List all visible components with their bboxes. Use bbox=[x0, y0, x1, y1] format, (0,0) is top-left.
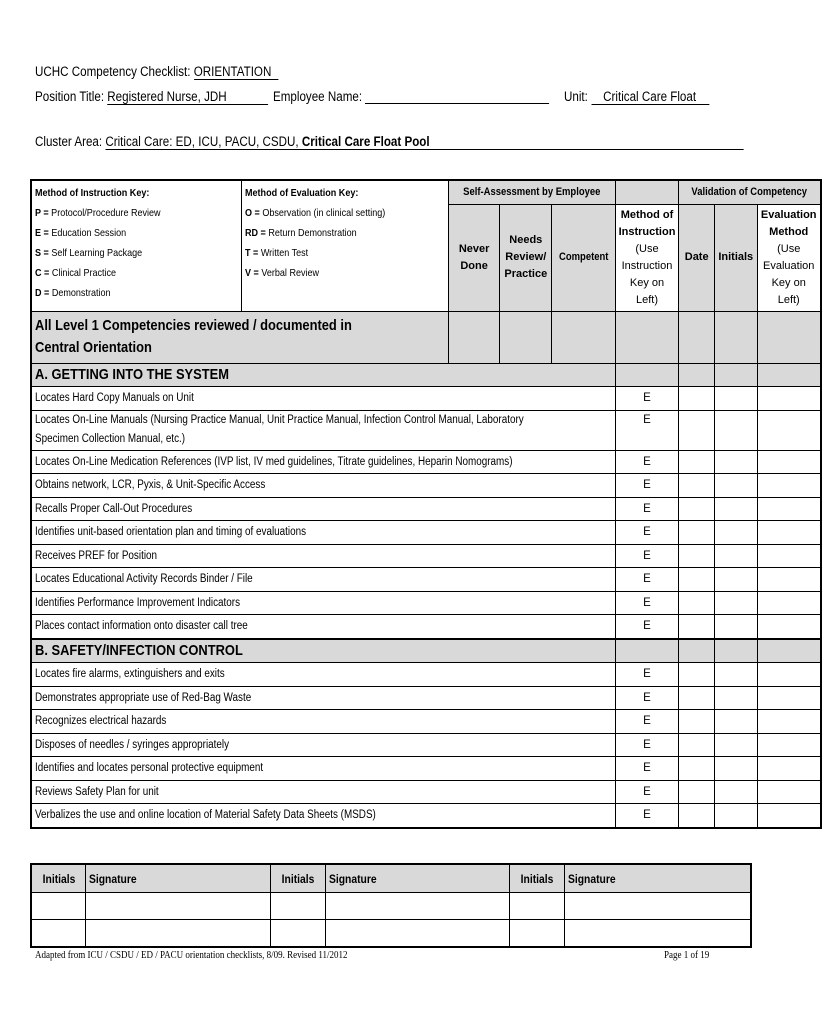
date-cell[interactable] bbox=[679, 757, 715, 781]
initials-cell[interactable] bbox=[714, 686, 757, 710]
method-cell[interactable]: E bbox=[615, 387, 679, 411]
date-cell[interactable] bbox=[679, 568, 715, 592]
signature-header: Signature bbox=[565, 864, 751, 893]
date-cell[interactable] bbox=[679, 710, 715, 734]
evaluation-cell[interactable] bbox=[757, 710, 821, 734]
evaluation-method-header: Evaluation Method (Use Evaluation Key on Left) bbox=[757, 204, 821, 311]
competency-text: Locates On-Line Manuals (Nursing Practice Manual, Unit Practice Manual, Infection Control Manual, Laboratory Specimen Collection Manual, etc.) bbox=[31, 410, 615, 450]
instruction-key-item: P = Protocol/Procedure Review bbox=[35, 207, 161, 219]
competency-text: Disposes of needles / syringes appropriately bbox=[31, 733, 615, 757]
initials-cell[interactable] bbox=[714, 544, 757, 568]
evaluation-cell[interactable] bbox=[757, 410, 821, 450]
employee-label: Employee Name: bbox=[273, 89, 363, 104]
evaluation-cell[interactable] bbox=[757, 568, 821, 592]
initials-header: Initials bbox=[714, 204, 757, 311]
date-cell[interactable] bbox=[679, 686, 715, 710]
competency-text: Locates Educational Activity Records Binder / File bbox=[31, 568, 615, 592]
competency-text: Verbalizes the use and online location of Material Safety Data Sheets (MSDS) bbox=[31, 804, 615, 828]
date-cell[interactable] bbox=[679, 450, 715, 474]
initials-header: Initials bbox=[510, 864, 565, 893]
needs-review-cell[interactable] bbox=[500, 311, 552, 363]
employee-name-line bbox=[273, 89, 549, 104]
initials-cell[interactable] bbox=[714, 615, 757, 639]
signature-field[interactable] bbox=[325, 920, 509, 948]
position-title-line bbox=[35, 89, 268, 105]
never-done-header: Never Done bbox=[449, 204, 500, 311]
level1-banner-row bbox=[31, 311, 821, 363]
footer-note: Adapted from ICU / CSDU / ED / PACU orientation checklists, 8/09. Revised 11/2012 bbox=[35, 950, 348, 961]
date-cell[interactable] bbox=[679, 521, 715, 545]
initials-field[interactable] bbox=[270, 893, 325, 920]
evaluation-cell[interactable] bbox=[757, 311, 821, 363]
instruction-key-items bbox=[35, 203, 238, 303]
evaluation-cell[interactable] bbox=[757, 544, 821, 568]
signature-row bbox=[31, 920, 751, 948]
method-cell[interactable]: E bbox=[615, 474, 679, 498]
method-cell[interactable]: E bbox=[615, 450, 679, 474]
evaluation-cell[interactable] bbox=[757, 497, 821, 521]
date-cell[interactable] bbox=[679, 544, 715, 568]
competency-row bbox=[31, 757, 821, 781]
never-done-cell[interactable] bbox=[449, 311, 500, 363]
initials-cell[interactable] bbox=[714, 663, 757, 687]
initials-cell[interactable] bbox=[714, 450, 757, 474]
evaluation-cell[interactable] bbox=[757, 474, 821, 498]
competency-text: Identifies and locates personal protective equipment bbox=[31, 757, 615, 781]
method-cell[interactable] bbox=[615, 311, 679, 363]
checklist-title-line bbox=[35, 64, 278, 80]
competency-row bbox=[31, 474, 821, 498]
evaluation-key-item: T = Written Test bbox=[244, 247, 309, 259]
competency-text: Locates On-Line Medication References (IVP list, IV med guidelines, Titrate guidelines, Heparin Nomograms) bbox=[31, 450, 615, 474]
cluster-label: Cluster Area: bbox=[35, 134, 106, 149]
method-cell[interactable]: E bbox=[615, 544, 679, 568]
evaluation-cell[interactable] bbox=[757, 780, 821, 804]
initials-cell[interactable] bbox=[714, 410, 757, 450]
competency-row bbox=[31, 615, 821, 639]
competency-text: Recalls Proper Call-Out Procedures bbox=[31, 497, 615, 521]
cluster-area-line bbox=[35, 134, 743, 150]
evaluation-cell[interactable] bbox=[757, 615, 821, 639]
date-cell[interactable] bbox=[679, 474, 715, 498]
initials-cell[interactable] bbox=[714, 387, 757, 411]
competency-row bbox=[31, 591, 821, 615]
evaluation-key-item: O = Observation (in clinical setting) bbox=[244, 207, 386, 219]
signature-field[interactable] bbox=[86, 893, 270, 920]
competency-row bbox=[31, 544, 821, 568]
initials-cell[interactable] bbox=[714, 568, 757, 592]
evaluation-key bbox=[241, 180, 448, 311]
method-cell[interactable]: E bbox=[615, 497, 679, 521]
evaluation-cell[interactable] bbox=[757, 804, 821, 828]
signature-header: Signature bbox=[325, 864, 509, 893]
date-cell[interactable] bbox=[679, 780, 715, 804]
method-cell[interactable]: E bbox=[615, 686, 679, 710]
section-b-title: B. SAFETY/INFECTION CONTROL bbox=[31, 639, 615, 663]
competency-row bbox=[31, 780, 821, 804]
checklist-label: UCHC Competency Checklist: bbox=[35, 64, 194, 79]
evaluation-cell[interactable] bbox=[757, 757, 821, 781]
method-cell[interactable]: E bbox=[615, 663, 679, 687]
self-assessment-header: Self-Assessment by Employee bbox=[449, 180, 616, 204]
signature-field[interactable] bbox=[86, 920, 270, 948]
signature-field[interactable] bbox=[325, 893, 509, 920]
level1-banner: All Level 1 Competencies reviewed / documented in Central Orientation bbox=[31, 311, 449, 363]
date-cell[interactable] bbox=[679, 311, 715, 363]
method-cell[interactable]: E bbox=[615, 733, 679, 757]
position-label: Position Title: bbox=[35, 89, 108, 104]
position-value: Registered Nurse, JDH bbox=[107, 89, 268, 105]
validation-header: Validation of Competency bbox=[679, 180, 821, 204]
instruction-key-item: S = Self Learning Package bbox=[35, 247, 143, 259]
competent-header: Competent bbox=[552, 204, 615, 311]
evaluation-cell[interactable] bbox=[757, 591, 821, 615]
evaluation-key-title: Method of Evaluation Key: bbox=[244, 187, 359, 199]
page-number: Page 1 of 19 bbox=[664, 950, 710, 961]
signature-header-row bbox=[31, 864, 751, 893]
competency-row bbox=[31, 733, 821, 757]
evaluation-cell[interactable] bbox=[757, 663, 821, 687]
competency-text: Receives PREF for Position bbox=[31, 544, 615, 568]
competent-cell[interactable] bbox=[552, 311, 615, 363]
needs-review-header: Needs Review/ Practice bbox=[500, 204, 552, 311]
evaluation-key-item: V = Verbal Review bbox=[244, 267, 320, 279]
instruction-key-item: D = Demonstration bbox=[35, 287, 111, 299]
cluster-value: Critical Care: ED, ICU, PACU, CSDU, bbox=[105, 134, 302, 149]
blank-header-cell bbox=[615, 180, 679, 204]
competency-row bbox=[31, 497, 821, 521]
method-cell[interactable]: E bbox=[615, 410, 679, 450]
unit-label: Unit: bbox=[564, 89, 588, 104]
date-cell[interactable] bbox=[679, 497, 715, 521]
unit-value: Critical Care Float bbox=[591, 89, 709, 105]
competency-text: Locates fire alarms, extinguishers and exits bbox=[31, 663, 615, 687]
competency-text: Demonstrates appropriate use of Red-Bag Waste bbox=[31, 686, 615, 710]
instruction-key-title: Method of Instruction Key: bbox=[35, 187, 150, 199]
competency-text: Places contact information onto disaster call tree bbox=[31, 615, 615, 639]
date-cell[interactable] bbox=[679, 410, 715, 450]
evaluation-cell[interactable] bbox=[757, 450, 821, 474]
evaluation-cell[interactable] bbox=[757, 686, 821, 710]
method-cell[interactable]: E bbox=[615, 521, 679, 545]
date-cell[interactable] bbox=[679, 615, 715, 639]
initials-cell[interactable] bbox=[714, 497, 757, 521]
competency-row bbox=[31, 710, 821, 734]
signature-header: Signature bbox=[86, 864, 270, 893]
initials-cell[interactable] bbox=[714, 780, 757, 804]
initials-cell[interactable] bbox=[714, 710, 757, 734]
initials-cell[interactable] bbox=[714, 733, 757, 757]
method-cell[interactable]: E bbox=[615, 710, 679, 734]
date-cell[interactable] bbox=[679, 663, 715, 687]
competency-row bbox=[31, 450, 821, 474]
competency-row bbox=[31, 410, 821, 450]
initials-cell[interactable] bbox=[714, 804, 757, 828]
competency-row bbox=[31, 568, 821, 592]
method-instruction-header: Method of Instruction (Use Instruction Key on Left) bbox=[615, 204, 679, 311]
checklist-value: ORIENTATION bbox=[194, 64, 278, 80]
competency-row bbox=[31, 686, 821, 710]
method-cell[interactable]: E bbox=[615, 780, 679, 804]
competency-checklist-table bbox=[30, 179, 822, 829]
method-cell[interactable]: E bbox=[615, 568, 679, 592]
section-header-row bbox=[31, 363, 821, 387]
date-cell[interactable] bbox=[679, 804, 715, 828]
date-cell[interactable] bbox=[679, 591, 715, 615]
signature-table bbox=[30, 863, 752, 948]
competency-text: Obtains network, LCR, Pyxis, & Unit-Specific Access bbox=[31, 474, 615, 498]
initials-field[interactable] bbox=[510, 920, 565, 948]
initials-cell[interactable] bbox=[714, 474, 757, 498]
initials-field[interactable] bbox=[510, 893, 565, 920]
initials-cell[interactable] bbox=[714, 521, 757, 545]
method-cell[interactable]: E bbox=[615, 615, 679, 639]
competency-row bbox=[31, 663, 821, 687]
competency-row bbox=[31, 387, 821, 411]
initials-field[interactable] bbox=[31, 920, 86, 948]
competency-text: Locates Hard Copy Manuals on Unit bbox=[31, 387, 615, 411]
instruction-key-item: C = Clinical Practice bbox=[35, 267, 117, 279]
evaluation-key-item: RD = Return Demonstration bbox=[244, 227, 357, 239]
signature-field[interactable] bbox=[565, 893, 751, 920]
signature-field[interactable] bbox=[565, 920, 751, 948]
competency-text: Reviews Safety Plan for unit bbox=[31, 780, 615, 804]
employee-name-field[interactable] bbox=[365, 89, 549, 104]
initials-cell[interactable] bbox=[714, 311, 757, 363]
date-cell[interactable] bbox=[679, 387, 715, 411]
date-cell[interactable] bbox=[679, 733, 715, 757]
initials-header: Initials bbox=[31, 864, 86, 893]
initials-cell[interactable] bbox=[714, 757, 757, 781]
evaluation-cell[interactable] bbox=[757, 387, 821, 411]
method-cell[interactable]: E bbox=[615, 804, 679, 828]
initials-field[interactable] bbox=[31, 893, 86, 920]
section-header-row bbox=[31, 639, 821, 663]
initials-field[interactable] bbox=[270, 920, 325, 948]
initials-cell[interactable] bbox=[714, 591, 757, 615]
initials-header: Initials bbox=[270, 864, 325, 893]
evaluation-key-items bbox=[245, 203, 445, 283]
date-header: Date bbox=[679, 204, 715, 311]
section-a-title: A. GETTING INTO THE SYSTEM bbox=[31, 363, 615, 387]
competency-row bbox=[31, 804, 821, 828]
evaluation-cell[interactable] bbox=[757, 733, 821, 757]
signature-row bbox=[31, 893, 751, 920]
competency-row bbox=[31, 521, 821, 545]
method-cell[interactable]: E bbox=[615, 591, 679, 615]
instruction-key bbox=[31, 180, 241, 311]
evaluation-cell[interactable] bbox=[757, 521, 821, 545]
instruction-key-item: E = Education Session bbox=[35, 227, 127, 239]
unit-line bbox=[564, 89, 709, 105]
competency-text: Recognizes electrical hazards bbox=[31, 710, 615, 734]
cluster-value-bold: Critical Care Float Pool bbox=[301, 134, 430, 149]
method-cell[interactable]: E bbox=[615, 757, 679, 781]
competency-text: Identifies Performance Improvement Indicators bbox=[31, 591, 615, 615]
competency-text: Identifies unit-based orientation plan and timing of evaluations bbox=[31, 521, 615, 545]
